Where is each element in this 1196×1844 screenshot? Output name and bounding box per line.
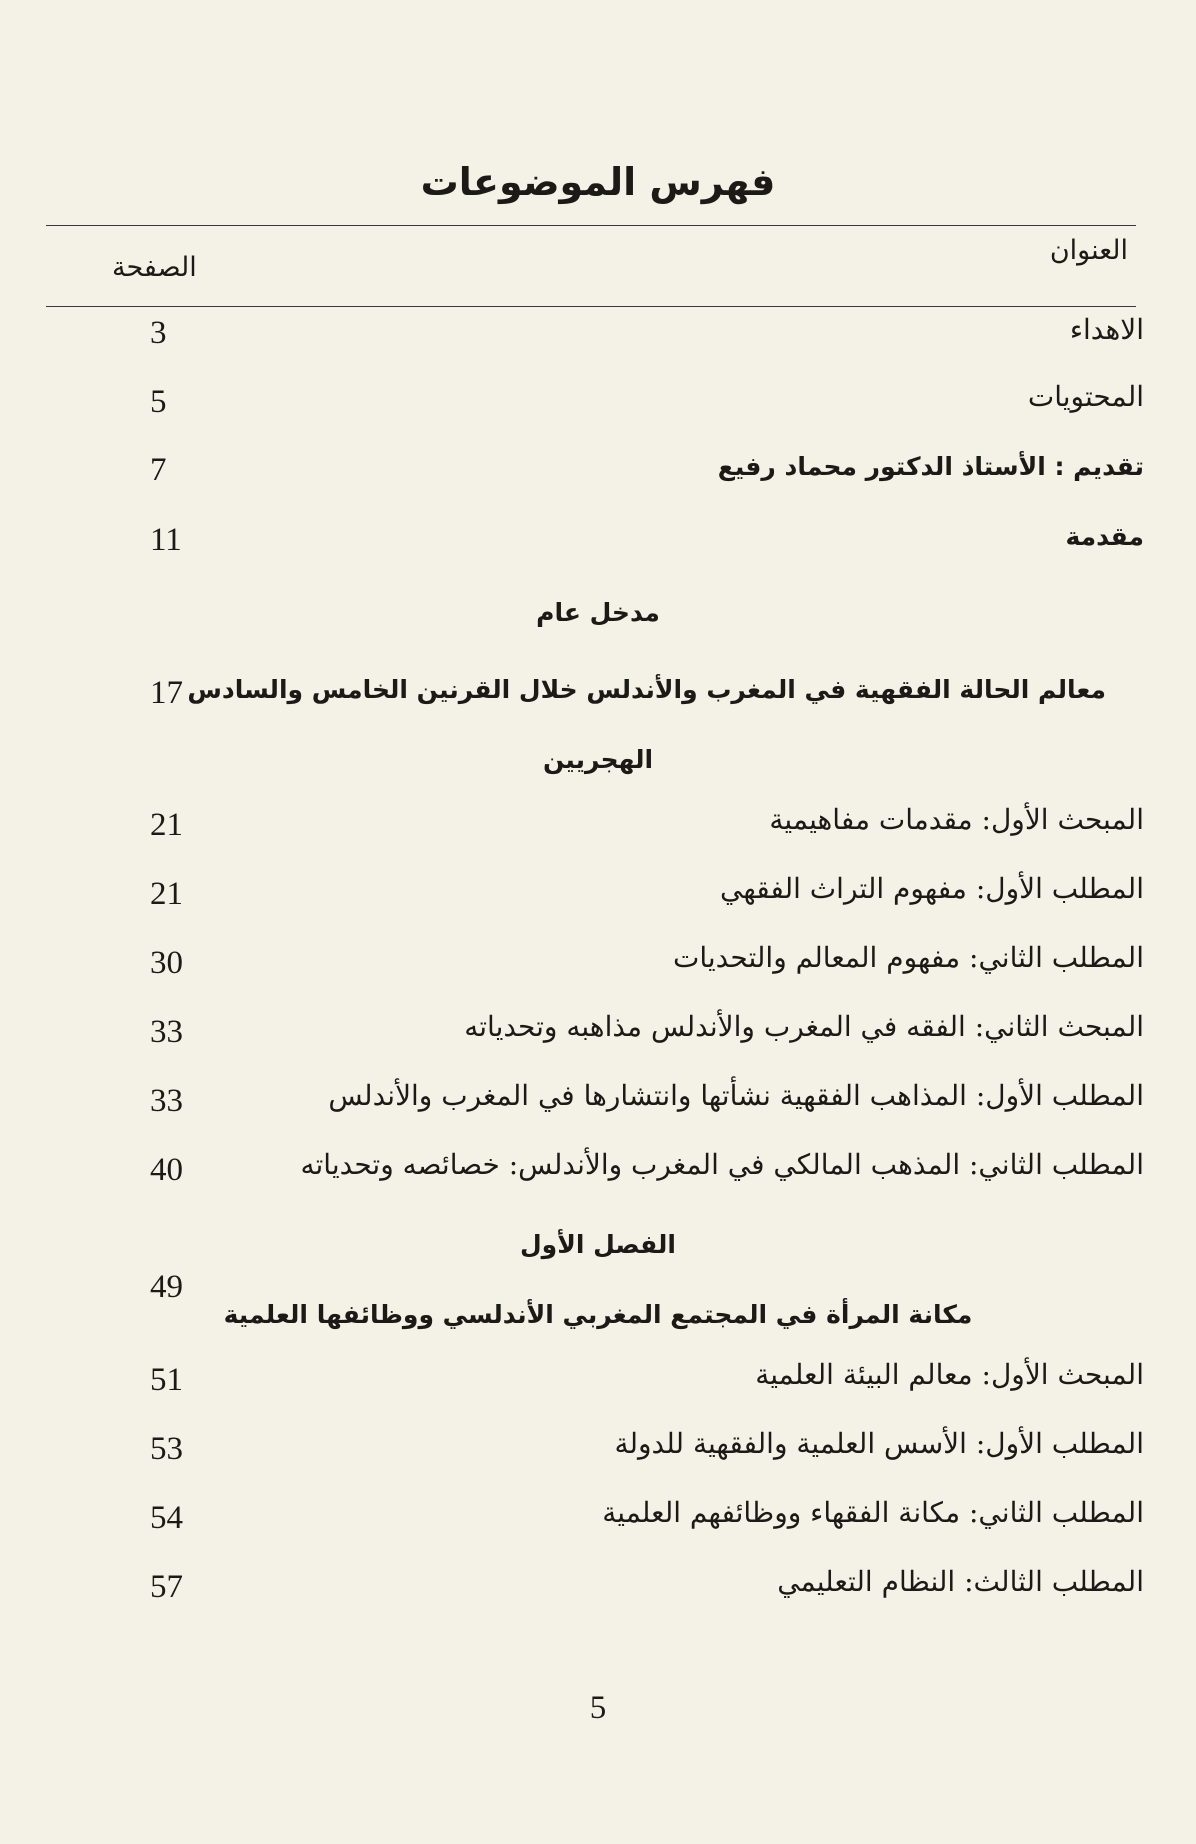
entry-page: 53	[150, 1431, 183, 1467]
entry-page: 51	[150, 1362, 183, 1398]
toc-entry	[0, 452, 1196, 512]
entry-page: 17	[150, 675, 183, 711]
entry-title: المطلب الثاني: مكانة الفقهاء ووظائفهم العلمية	[602, 1496, 1144, 1529]
entry-page: 21	[150, 807, 183, 843]
toc-entry	[0, 313, 1196, 373]
entry-page: 30	[150, 945, 183, 981]
toc-entry	[0, 1427, 1196, 1487]
section-heading: مدخل عام	[536, 598, 660, 627]
toc-entry	[0, 803, 1196, 863]
entry-title: الاهداء	[1069, 313, 1144, 346]
entry-title: معالم الحالة الفقهية في المغرب والأندلس خلال القرنين الخامس والسادس	[187, 675, 1106, 704]
entry-page: 21	[150, 876, 183, 912]
entry-page: 11	[150, 522, 182, 558]
entry-page: 7	[150, 452, 167, 488]
toc-entry	[0, 872, 1196, 932]
entry-title: المطلب الأول: المذاهب الفقهية نشأتها وانتشارها في المغرب والأندلس	[328, 1079, 1144, 1112]
chapter-heading: الفصل الأول	[519, 1230, 677, 1259]
toc-entry	[0, 1358, 1196, 1418]
entry-title: المبحث الثاني: الفقه في المغرب والأندلس مذاهبه وتحدياته	[464, 1010, 1144, 1043]
page-number: 5	[589, 1690, 607, 1726]
entry-page: 40	[150, 1152, 183, 1188]
toc-entry	[0, 380, 1196, 440]
entry-title: المطلب الثالث: النظام التعليمي	[777, 1565, 1144, 1598]
toc-entry	[0, 1565, 1196, 1625]
entry-title: المحتويات	[1027, 380, 1144, 413]
entry-page: 3	[150, 315, 167, 351]
header-top-rule	[46, 225, 1136, 226]
entry-title: المبحث الأول: مقدمات مفاهيمية	[769, 803, 1144, 836]
entry-title: المطلب الثاني: المذهب المالكي في المغرب والأندلس: خصائصه وتحدياته	[300, 1148, 1144, 1181]
toc-entry	[0, 1010, 1196, 1070]
entry-page: 33	[150, 1083, 183, 1119]
entry-title: المطلب الأول: الأسس العلمية والفقهية للدولة	[614, 1427, 1144, 1460]
toc-entry	[0, 1079, 1196, 1139]
chapter-subtitle: مكانة المرأة في المجتمع المغربي الأندلسي ووظائفها العلمية	[223, 1300, 973, 1329]
entry-page: 49	[150, 1269, 183, 1305]
header-bottom-rule	[46, 306, 1136, 307]
toc-entry	[0, 941, 1196, 1001]
entry-title: مقدمة	[1065, 522, 1144, 551]
toc-entry	[0, 675, 1196, 735]
toc-entry	[0, 1148, 1196, 1208]
entry-title: المطلب الثاني: مفهوم المعالم والتحديات	[673, 941, 1144, 974]
column-header-title: العنوان	[1049, 235, 1128, 266]
toc-entry	[0, 1496, 1196, 1556]
toc-entry	[0, 522, 1196, 582]
section-heading: الهجريين	[542, 745, 654, 774]
entry-title: المبحث الأول: معالم البيئة العلمية	[755, 1358, 1144, 1391]
page-title: فهرس الموضوعات	[420, 160, 776, 204]
entry-page: 33	[150, 1014, 183, 1050]
entry-page: 54	[150, 1500, 183, 1536]
entry-page: 5	[150, 384, 167, 420]
entry-title: تقديم : الأستاذ الدكتور محماد رفيع	[717, 452, 1144, 481]
column-header-page: الصفحة	[112, 252, 197, 283]
entry-title: المطلب الأول: مفهوم التراث الفقهي	[720, 872, 1144, 905]
entry-page: 57	[150, 1569, 183, 1605]
